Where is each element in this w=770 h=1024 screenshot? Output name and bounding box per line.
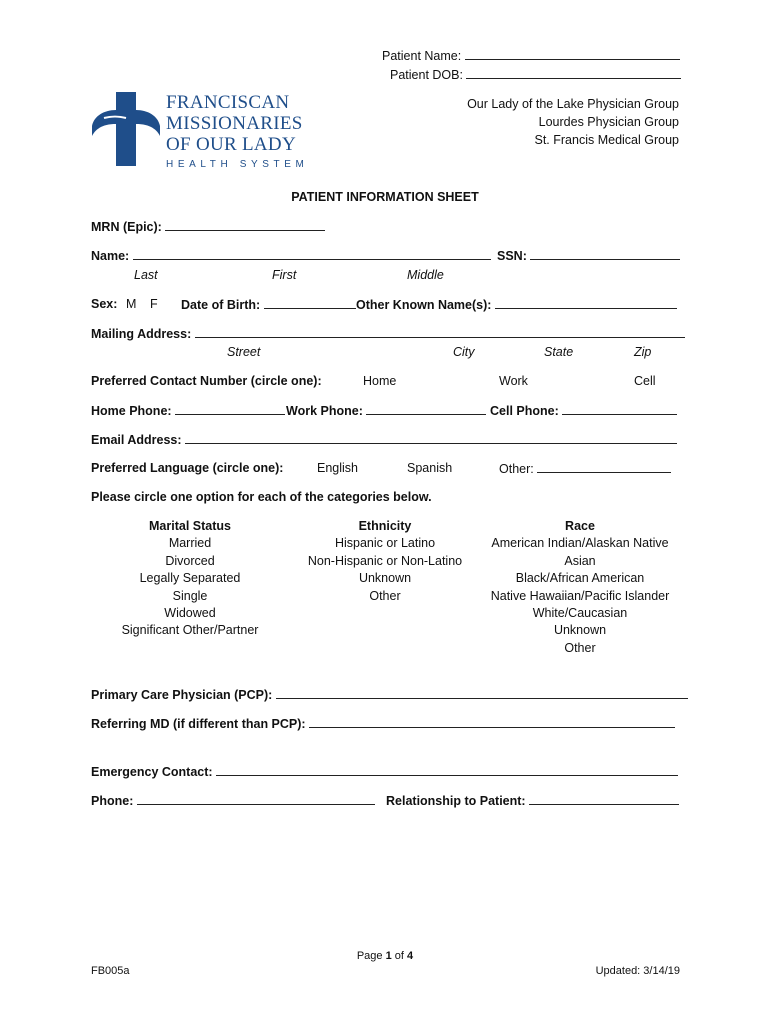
updated-date: Updated: 3/14/19	[595, 965, 680, 977]
work-phone-field[interactable]	[286, 403, 486, 418]
other-names-line[interactable]	[495, 297, 677, 309]
group-2: Lourdes Physician Group	[538, 115, 679, 129]
other-names-field[interactable]	[356, 297, 677, 312]
ethnicity-option[interactable]: Unknown	[358, 571, 412, 586]
emergency-contact-label: Emergency Contact:	[91, 765, 213, 779]
race-option[interactable]: Unknown	[553, 623, 607, 638]
page-title: PATIENT INFORMATION SHEET	[291, 190, 479, 204]
language-other-field[interactable]	[499, 461, 671, 476]
marital-option[interactable]: Significant Other/Partner	[121, 623, 259, 638]
marital-option[interactable]: Married	[168, 536, 212, 551]
mrn-line[interactable]	[165, 219, 325, 231]
language-option-english[interactable]: English	[317, 461, 358, 475]
relationship-field[interactable]	[386, 793, 679, 808]
group-1: Our Lady of the Lake Physician Group	[467, 97, 679, 111]
patient-name-field[interactable]	[382, 48, 680, 63]
ethnicity-column	[295, 518, 475, 605]
mailing-label: Mailing Address:	[91, 327, 192, 341]
marital-option[interactable]: Legally Separated	[139, 571, 241, 586]
patient-dob-field[interactable]	[390, 67, 681, 82]
mailing-field[interactable]	[91, 326, 685, 341]
page-of: of	[394, 950, 404, 962]
page-num: 1	[385, 950, 392, 962]
emergency-phone-label: Phone:	[91, 794, 134, 808]
emergency-phone-field[interactable]	[91, 793, 375, 808]
contact-option-work[interactable]: Work	[499, 374, 528, 388]
work-phone-label: Work Phone:	[286, 404, 363, 418]
ssn-line[interactable]	[530, 248, 680, 260]
mailing-line[interactable]	[195, 326, 685, 338]
logo-subtitle: HEALTH SYSTEM	[166, 159, 309, 170]
name-part-middle: Middle	[407, 268, 444, 282]
race-option[interactable]: Native Hawaiian/Pacific Islander	[490, 588, 670, 603]
emergency-contact-line[interactable]	[216, 764, 678, 776]
pcp-line[interactable]	[276, 687, 688, 699]
contact-option-cell[interactable]: Cell	[634, 374, 656, 388]
race-option[interactable]: White/Caucasian	[532, 606, 628, 621]
ethnicity-option[interactable]: Non-Hispanic or Non-Latino	[307, 553, 463, 568]
page-number	[0, 950, 770, 962]
language-option-spanish[interactable]: Spanish	[407, 461, 453, 475]
race-option[interactable]: Black/African American	[515, 571, 645, 586]
referring-label: Referring MD (if different than PCP):	[91, 717, 306, 731]
name-line[interactable]	[133, 248, 491, 260]
other-names-label: Other Known Name(s):	[356, 298, 492, 312]
race-option[interactable]: American Indian/Alaskan Native	[491, 536, 669, 551]
race-option[interactable]: Other	[564, 640, 596, 655]
patient-name-label: Patient Name:	[382, 49, 462, 63]
marital-status-column	[110, 518, 270, 640]
marital-option[interactable]: Single	[172, 588, 208, 603]
dob-field[interactable]	[181, 297, 356, 312]
mrn-label: MRN (Epic):	[91, 220, 162, 234]
language-other-label: Other:	[499, 462, 534, 476]
preferred-language-label: Preferred Language (circle one):	[91, 461, 284, 475]
instructions: Please circle one option for each of the categories below.	[91, 490, 432, 504]
logo-line-2: MISSIONARIES	[166, 113, 303, 134]
ethnicity-option[interactable]: Hispanic or Latino	[334, 536, 436, 551]
email-line[interactable]	[185, 432, 677, 444]
sex-option-m[interactable]: M	[126, 297, 137, 311]
logo-line-3: OF OUR LADY	[166, 134, 296, 155]
cell-phone-field[interactable]	[490, 403, 677, 418]
address-part-city: City	[453, 345, 475, 359]
ssn-label: SSN:	[497, 249, 527, 263]
name-label: Name:	[91, 249, 130, 263]
email-label: Email Address:	[91, 433, 182, 447]
race-title: Race	[565, 519, 595, 533]
name-part-last: Last	[134, 268, 158, 282]
sex-label: Sex:	[91, 297, 118, 311]
relationship-line[interactable]	[529, 793, 679, 805]
email-field[interactable]	[91, 432, 677, 447]
dob-line[interactable]	[264, 297, 356, 309]
page-prefix: Page	[356, 950, 383, 962]
physician-groups	[467, 95, 679, 149]
patient-dob-line[interactable]	[466, 67, 681, 79]
ethnicity-title: Ethnicity	[358, 519, 412, 533]
cell-phone-label: Cell Phone:	[490, 404, 559, 418]
race-column	[480, 518, 680, 657]
work-phone-line[interactable]	[366, 403, 486, 415]
sex-option-f[interactable]: F	[150, 297, 158, 311]
emergency-contact-field[interactable]	[91, 764, 678, 779]
home-phone-label: Home Phone:	[91, 404, 172, 418]
preferred-contact-label: Preferred Contact Number (circle one):	[91, 374, 322, 388]
home-phone-line[interactable]	[175, 403, 285, 415]
address-part-state: State	[544, 345, 574, 359]
group-3: St. Francis Medical Group	[534, 133, 679, 147]
franciscan-cross-logo	[90, 92, 162, 170]
address-part-street: Street	[227, 345, 261, 359]
logo-line-1: FRANCISCAN	[166, 92, 290, 113]
contact-option-home[interactable]: Home	[363, 374, 397, 388]
emergency-phone-line[interactable]	[137, 793, 375, 805]
dob-label: Date of Birth:	[181, 298, 261, 312]
name-part-first: First	[272, 268, 297, 282]
pcp-label: Primary Care Physician (PCP):	[91, 688, 273, 702]
ethnicity-option[interactable]: Other	[369, 588, 401, 603]
logo-wordmark	[166, 92, 308, 170]
form-id: FB005a	[91, 965, 130, 977]
relationship-label: Relationship to Patient:	[386, 794, 526, 808]
marital-option[interactable]: Widowed	[164, 606, 216, 621]
referring-field[interactable]	[91, 716, 675, 731]
name-field[interactable]	[91, 248, 491, 263]
home-phone-field[interactable]	[91, 403, 285, 418]
marital-title: Marital Status	[149, 519, 231, 533]
patient-name-line[interactable]	[465, 48, 680, 60]
cell-phone-line[interactable]	[562, 403, 677, 415]
referring-line[interactable]	[309, 716, 675, 728]
patient-dob-label: Patient DOB:	[390, 68, 463, 82]
marital-option[interactable]: Divorced	[165, 553, 215, 568]
mrn-field[interactable]	[91, 219, 325, 234]
language-other-line[interactable]	[537, 461, 671, 473]
page-total: 4	[407, 950, 414, 962]
ssn-field[interactable]	[497, 248, 680, 263]
pcp-field[interactable]	[91, 687, 688, 702]
race-option[interactable]: Asian	[564, 553, 596, 568]
address-part-zip: Zip	[634, 345, 652, 359]
